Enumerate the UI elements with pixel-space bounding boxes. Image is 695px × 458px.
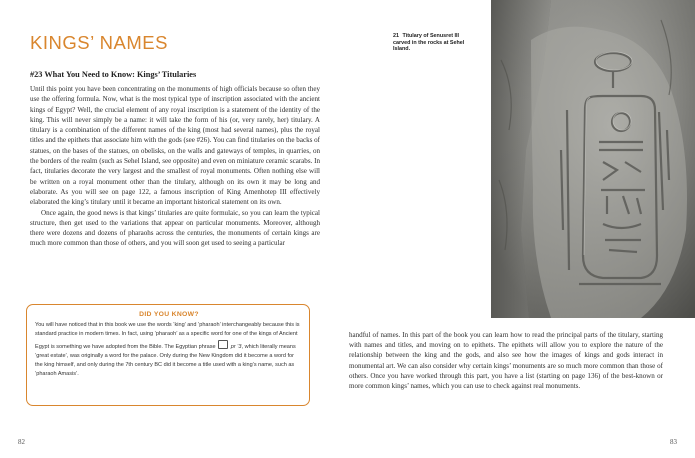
- paragraph: Once again, the good news is that kings’ titularies are quite formulaic, so you can learn the typical structure, then get used to the variations that appear on particular monuments. Moreover, although there were dozens and dozens of pharaohs across the centuries, the monuments of certain kings are much more common than those of others, and you will soon get used to seeing a particular: [30, 208, 320, 248]
- chapter-heading: KINGS’ NAMES: [30, 32, 168, 53]
- sidebar-title: DID YOU KNOW?: [139, 311, 199, 318]
- paragraph: handful of names. In this part of the book you can learn how to read the principal parts of the titulary, starting with names and titles, and moving on to epithets. The epithets will allow you to explore the nature of the relationship between the king and the gods, and also see how the images of kings and gods interact in monumental art. We can also consider why certain kings’ monuments are so much more common than those of others. Once you have worked through this part, you have a list (starting on page 136) of the best-known or more common kings’ names, which you can use to check against real monuments.: [349, 331, 663, 391]
- caption-number: 21: [393, 33, 399, 39]
- page-number: 82: [18, 438, 25, 446]
- rock-carving-illustration: [491, 0, 695, 318]
- left-body-text: [30, 84, 320, 249]
- hieroglyph-house-icon: [218, 340, 228, 349]
- page-number: 83: [670, 438, 677, 446]
- sidebar-text: [35, 321, 303, 380]
- paragraph: Until this point you have been concentrating on the monuments of high officials because so often they use the offering formula. Now, what is the most typical type of inscription associated with the ancient kings of Egypt? Well, the crucial element of any royal inscription is a statement of the identity of the king. This will never simply be a name: it will take the form of his (or, very rarely, her) titulary. A titulary is a combination of the different names of the king (most had several names), plus the royal titles and the epithets that associate him with the gods (see #26). You can find titularies on the backs of statues, on the bases of the statues, on obelisks, on the walls and gateways of temples, in quarries, on the borders of the realm (such as Sehel Island, see opposite) and even on miniature ceramic scarabs. In fact, titularies decorate the very largest and the smallest of royal monuments. Often nothing else will be written on a royal monument other than the titulary, although on its own it may be long and elaborate. As you will see on page 122, a famous inscription of King Amenhotep III effectively elaborated the king’s titulary until it became an important historical statement on its own.: [30, 85, 320, 207]
- did-you-know-box: [26, 304, 310, 406]
- sidebar-text-part: You will have noticed that in this book we use the words ‘king’ and ‘pharaoh’ interchangeably because this is standard practice in modern times. In fact, using ‘pharaoh’ as a specific word for one of the kings of Ancient Egypt is something we have adopted from the Bible. The Egyptian phrase: [35, 322, 300, 350]
- rock-inscription-photo: [491, 0, 695, 318]
- section-subheading: #23 What You Need to Know: Kings’ Titularies: [30, 70, 197, 79]
- figure-caption: [393, 33, 473, 53]
- transliteration: pr ‘3: [230, 343, 242, 350]
- right-page: [347, 0, 695, 458]
- sidebar-text-part: , which literally means ‘great estate’, was originally a word for the palace. Only during the New Kingdom did it become a word for the king himself, and only during the 7th century BC did it become a title used with a king’s name, such as ‘pharaoh Amasis’.: [35, 343, 296, 378]
- caption-text: Titulary of Senusret III carved in the rocks at Sehel Island.: [393, 33, 465, 53]
- right-body-text: [349, 330, 663, 391]
- left-page: [0, 0, 347, 458]
